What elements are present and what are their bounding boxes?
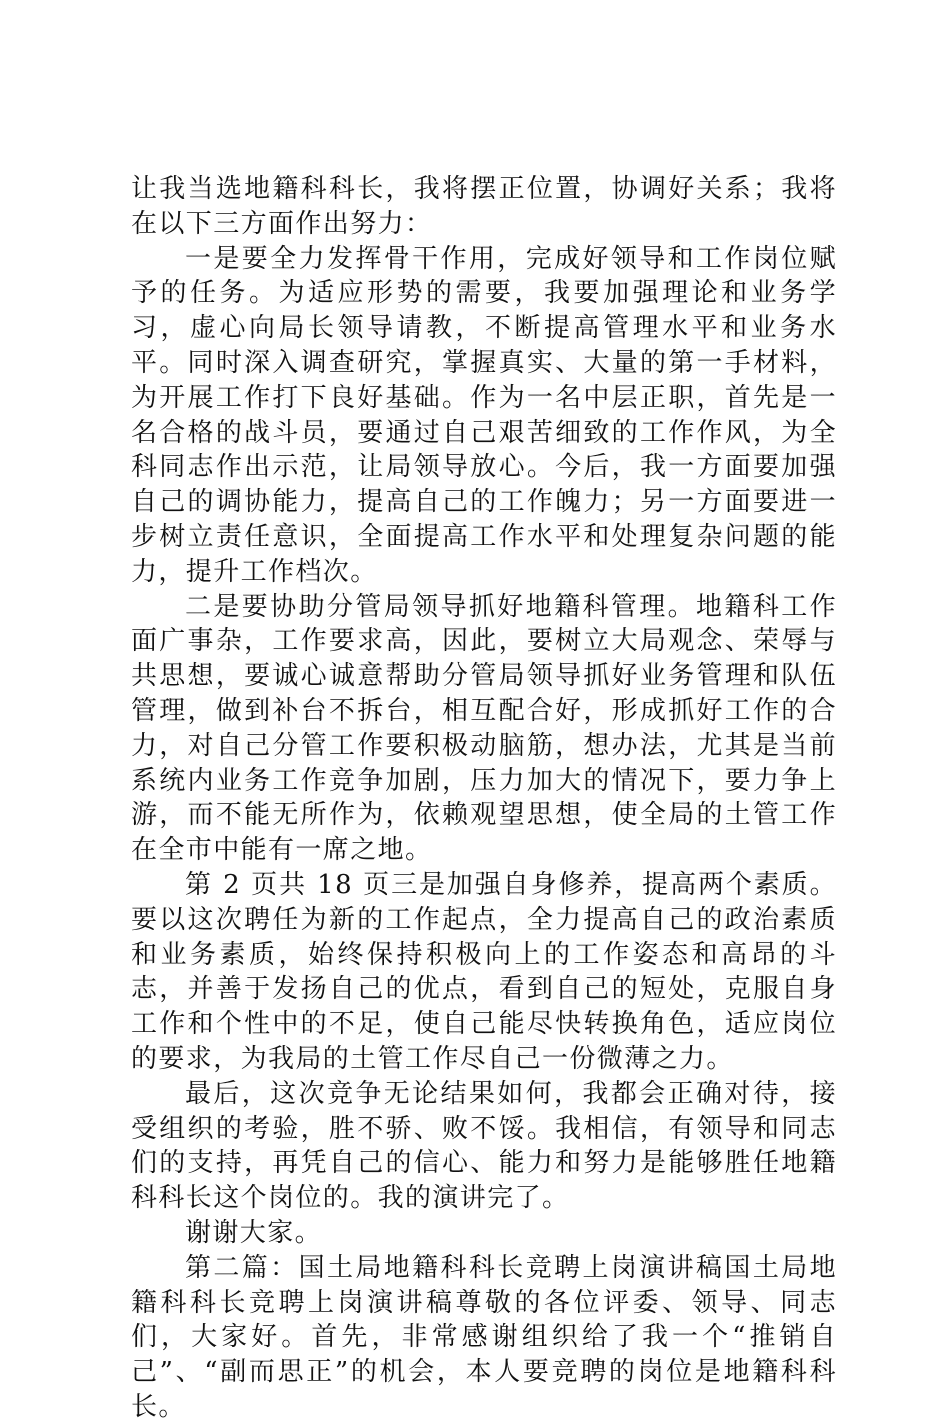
- paragraph-point-one: 一是要全力发挥骨干作用，完成好领导和工作岗位赋予的任务。为适应形势的需要，我要加强理论和业务学习，虚心向局长领导请教，不断提高管理水平和业务水平。同时深入调查研究，掌握真实、大量的第一手材料，为开展工作打下良好基础。作为一名中层正职，首先是一名合格的战斗员，要通过自己艰苦细致的工作作风，为全科同志作出示范，让局领导放心。今后，我一方面要加强自己的调协能力，提高自己的工作魄力；另一方面要进一步树立责任意识，全面提高工作水平和处理复杂问题的能力，提升工作档次。: [131, 243, 837, 587]
- paragraph-thanks: 谢谢大家。: [185, 1217, 323, 1248]
- paragraph-point-two: 二是要协助分管局领导抓好地籍科管理。地籍科工作面广事杂，工作要求高，因此，要树立大局观念、荣辱与共思想，要诚心诚意帮助分管局领导抓好业务管理和队伍管理，做到补台不拆台，相互配合好，形成抓好工作的合力，对自己分管工作要积极动脑筋，想办法，尤其是当前系统内业务工作竞争加剧，压力加大的情况下，要力争上游，而不能无所作为，依赖观望思想，使全局的土管工作在全市中能有一席之地。: [131, 591, 837, 866]
- paragraph-second-article: 第二篇：国土局地籍科科长竞聘上岗演讲稿国土局地籍科科长竞聘上岗演讲稿尊敬的各位评委、领导、同志们，大家好。首先，非常感谢组织给了我一个“推销自己”、“副而思正”的机会，本人要竞聘的岗位是地籍科科长。: [131, 1252, 837, 1422]
- document-body: [131, 172, 837, 1425]
- paragraph-point-three: 第 2 页共 18 页三是加强自身修养，提高两个素质。要以这次聘任为新的工作起点，全力提高自己的政治素质和业务素质，始终保持积极向上的工作姿态和高昂的斗志，并善于发扬自己的优点，看到自己的短处，克服自身工作和个性中的不足，使自己能尽快转换角色，适应岗位的要求，为我局的土管工作尽自己一份微薄之力。: [131, 869, 837, 1074]
- paragraph-conclusion: 最后，这次竞争无论结果如何，我都会正确对待，接受组织的考验，胜不骄、败不馁。我相信，有领导和同志们的支持，再凭自己的信心、能力和努力是能够胜任地籍科科长这个岗位的。我的演讲完了。: [131, 1078, 837, 1214]
- paragraph-continuation: 让我当选地籍科科长，我将摆正位置，协调好关系；我将在以下三方面作出努力：: [131, 174, 837, 239]
